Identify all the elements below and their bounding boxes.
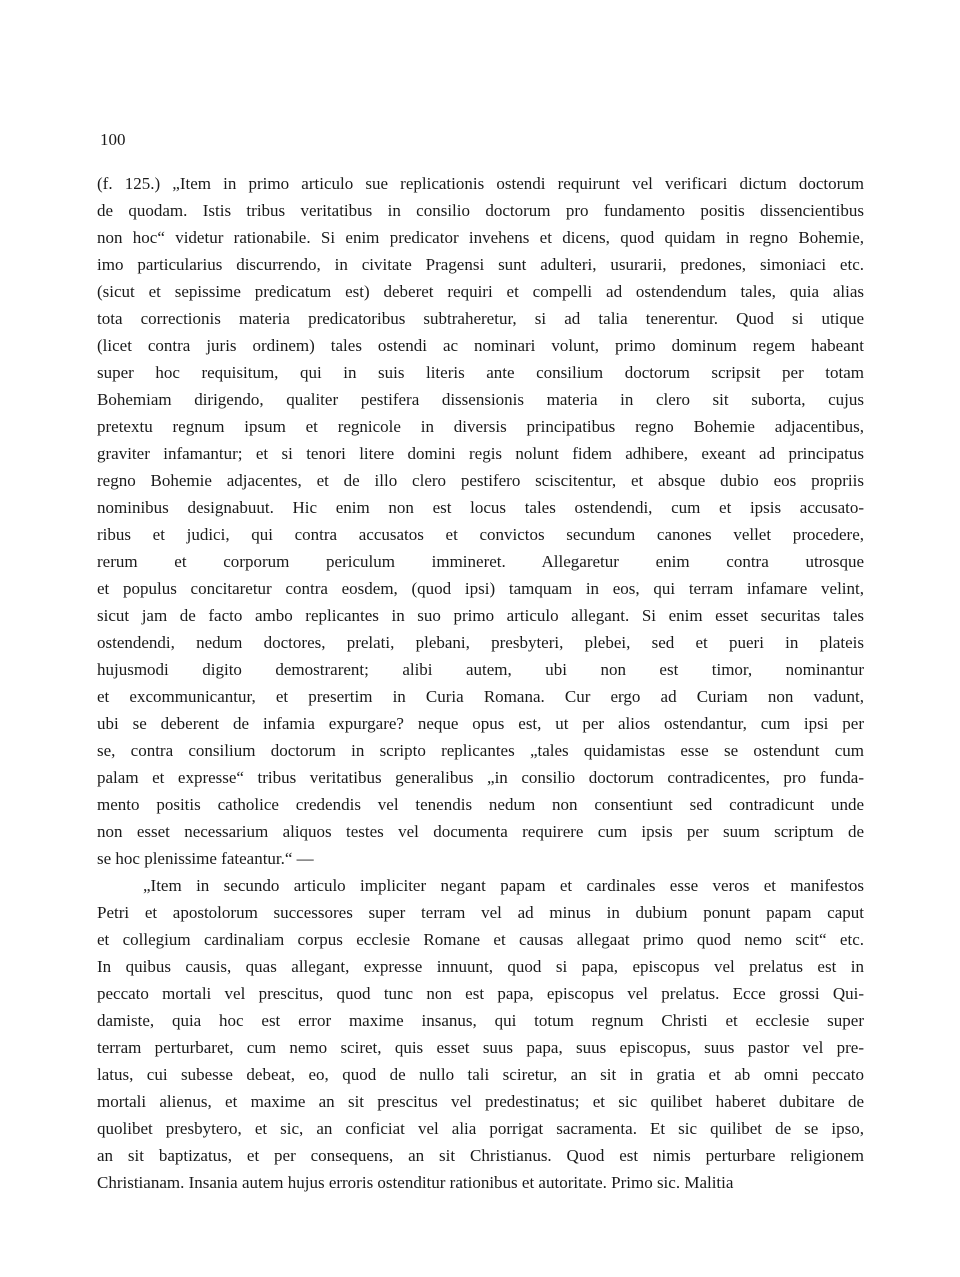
text-line: graviter infamantur; et si tenori litere domini regis nolunt fidem adhibere, exeant ad principatus xyxy=(97,444,864,463)
text-line: regno Bohemie adjacentes, et de illo clero pestifero sciscitentur, et absque dubio eos propriis xyxy=(97,471,864,490)
text-line: se, contra consilium doctorum in scripto replicantes „tales quidamistas esse se ostendunt cum xyxy=(97,741,864,760)
body-text xyxy=(97,170,864,1196)
text-line: hujusmodi digito demostrarent; alibi autem, ubi non est timor, nominantur xyxy=(97,660,864,679)
text-line: mortali alienus, et maxime an sit prescitus vel predestinatus; et sic quilibet haberet dubitare de xyxy=(97,1092,864,1111)
text-line: et excommunicantur, et presertim in Curia Romana. Cur ergo ad Curiam non vadunt, xyxy=(97,687,864,706)
text-line: et collegium cardinaliam corpus ecclesie Romane et causas allegaat primo quod nemo scit“ etc. xyxy=(97,930,864,949)
text-line: super hoc requisitum, qui in suis literis ante consilium doctorum scripsit per totam xyxy=(97,363,864,382)
text-line: „Item in secundo articulo impliciter negant papam et cardinales esse veros et manifestos xyxy=(143,876,864,895)
text-line: palam et expresse“ tribus veritatibus generalibus „in consilio doctorum contradicentes, pro funda- xyxy=(97,768,864,787)
paragraph xyxy=(97,872,864,1196)
text-line: (sicut et sepissime predicatum est) deberet requiri et compelli ad ostendendum tales, quia alias xyxy=(97,282,864,301)
text-line: damiste, quia hoc est error maxime insanus, qui totum regnum Christi et ecclesie super xyxy=(97,1011,864,1030)
text-line: pretextu regnum ipsum et regnicole in diversis principatibus regno Bohemie adjacentibus, xyxy=(97,417,864,436)
text-line: tota correctionis materia predicatoribus subtraheretur, si ad talia tenerentur. Quod si utique xyxy=(97,309,864,328)
paragraph xyxy=(97,170,864,872)
text-line: se hoc plenissime fateantur.“ — xyxy=(97,849,314,868)
text-line: (licet contra juris ordinem) tales ostendi ac nominari volunt, primo dominum regem habeant xyxy=(97,336,864,355)
text-line: et populus concitaretur contra eosdem, (quod ipsi) tamquam in eos, qui terram infamare velint, xyxy=(97,579,864,598)
text-line: nominibus designabuut. Hic enim non est locus tales ostendendi, cum et ipsis accusato- xyxy=(97,498,864,517)
text-line: ostendendi, nedum doctores, prelati, plebani, presbyteri, plebei, sed et pueri in plateis xyxy=(97,633,864,652)
page-number: 100 xyxy=(100,130,126,149)
text-line: imo particularius discurrendo, in civitate Pragensi sunt adulteri, usurarii, predones, simoniaci etc. xyxy=(97,255,864,274)
text-line: quolibet presbytero, et sic, an conficiat vel alia porrigat sacramenta. Et sic quilibet de se ipso, xyxy=(97,1119,864,1138)
text-line: ubi se deberent de infamia expurgare? neque opus est, ut per alios ostendantur, cum ipsi per xyxy=(97,714,864,733)
text-line: peccato mortali vel prescitus, quod tunc non est papa, episcopus vel prelatus. Ecce grossi Qui- xyxy=(97,984,864,1003)
text-line: (f. 125.) „Item in primo articulo sue replicationis ostendi requirunt vel verificari dictum doctorum xyxy=(97,174,864,193)
text-line: terram perturbaret, cum nemo sciret, quis esset suus papa, suus episcopus, suus pastor vel pre- xyxy=(97,1038,864,1057)
text-line: Christianam. Insania autem hujus erroris ostenditur rationibus et autoritate. Primo sic. Malitia xyxy=(97,1173,734,1192)
text-line: mento positis catholice credendis vel tenendis nedum non consentiunt sed contradicunt unde xyxy=(97,795,864,814)
text-line: sicut jam de facto ambo replicantes in suo primo articulo allegant. Si enim esset securitas tales xyxy=(97,606,864,625)
text-line: Petri et apostolorum successores super terram vel ad minus in dubium ponunt papam caput xyxy=(97,903,864,922)
text-line: an sit baptizatus, et per consequens, an sit Christianus. Quod est nimis perturbare religionem xyxy=(97,1146,864,1165)
text-line: non hoc“ videtur rationabile. Si enim predicator invehens et dicens, quod quidam in regno Bohemie, xyxy=(97,228,864,247)
text-line: In quibus causis, quas allegant, expresse innuunt, quod si papa, episcopus vel prelatus est in xyxy=(97,957,864,976)
text-line: latus, cui subesse debeat, eo, quod de nullo tali sciretur, an sit in gratia et ab omni peccato xyxy=(97,1065,864,1084)
text-line: rerum et corporum periculum immineret. Allegaretur enim contra utrosque xyxy=(97,552,864,571)
text-line: non esset necessarium aliquos testes vel documenta requirere cum ipsis per suum scriptum de xyxy=(97,822,864,841)
text-line: Bohemiam dirigendo, qualiter pestifera dissensionis materia in clero sit suborta, cujus xyxy=(97,390,864,409)
text-line: ribus et judici, qui contra accusatos et convictos secundum canones vellet procedere, xyxy=(97,525,864,544)
text-line: de quodam. Istis tribus veritatibus in consilio doctorum pro fundamento positis dissencientibus xyxy=(97,201,864,220)
